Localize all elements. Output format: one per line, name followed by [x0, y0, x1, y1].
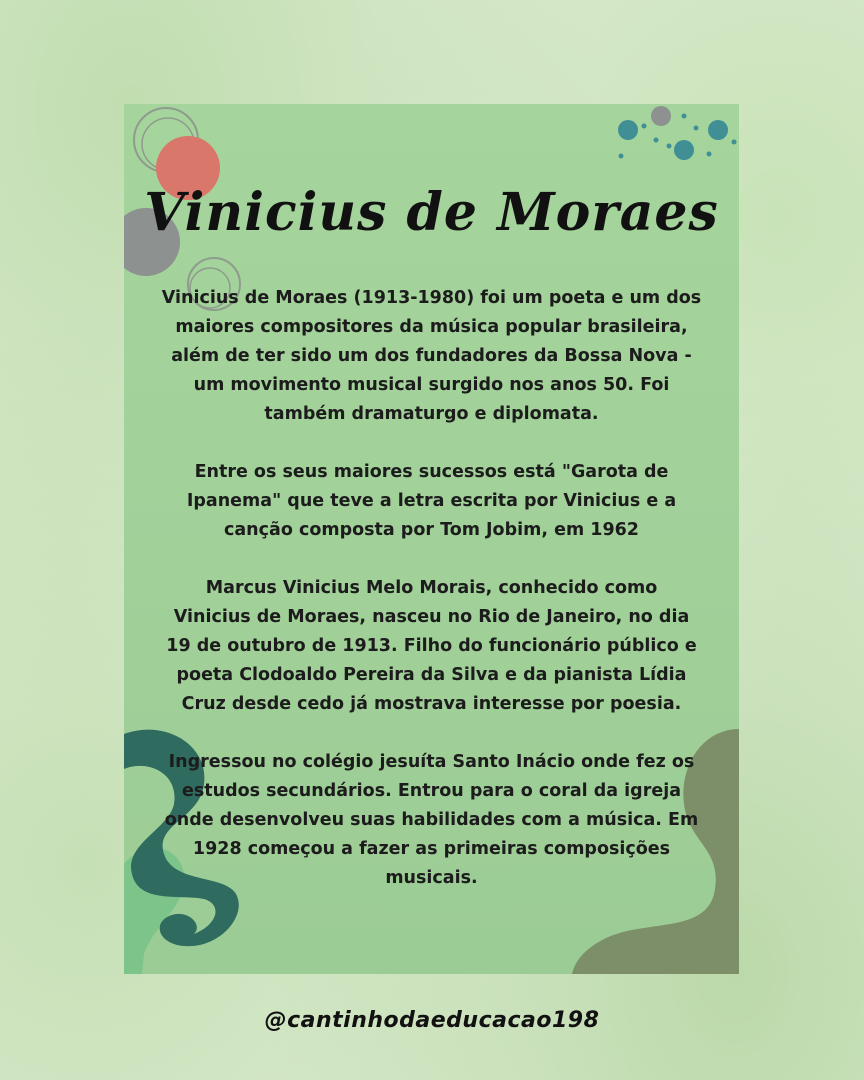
biography-text: [134, 284, 729, 922]
social-handle: @cantinhodaeducacao198: [264, 1008, 600, 1033]
paragraph-birth: Marcus Vinicius Melo Morais, conhecido como Vinicius de Moraes, nasceu no Rio de Janeiro, no dia 19 de outubro de 1913. Filho do funcionário público e poeta Clodoaldo Pereira da Silva e da pianista Lídia Cruz desde cedo já mostrava interesse por poesia.: [166, 578, 697, 714]
info-card: [124, 104, 739, 974]
dots-decoration: [618, 106, 737, 160]
paragraph-intro: Vinicius de Moraes (1913-1980) foi um poeta e um dos maiores compositores da música popular brasileira, além de ter sido um dos fundadores da Bossa Nova - um movimento musical surgido nos anos 50. Foi também dramaturgo e diplomata.: [161, 288, 702, 424]
page-title: Vinicius de Moraes: [144, 182, 719, 243]
paragraph-success: Entre os seus maiores sucessos está "Garota de Ipanema" que teve a letra escrita por Vinicius e a canção composta por Tom Jobim, em 1962: [186, 462, 677, 540]
paragraph-education: Ingressou no colégio jesuíta Santo Inácio onde fez os estudos secundários. Entrou para o coral da igreja onde desenvolveu suas habilidades com a música. Em 1928 começou a fazer as primeiras composições musicais.: [164, 752, 699, 888]
